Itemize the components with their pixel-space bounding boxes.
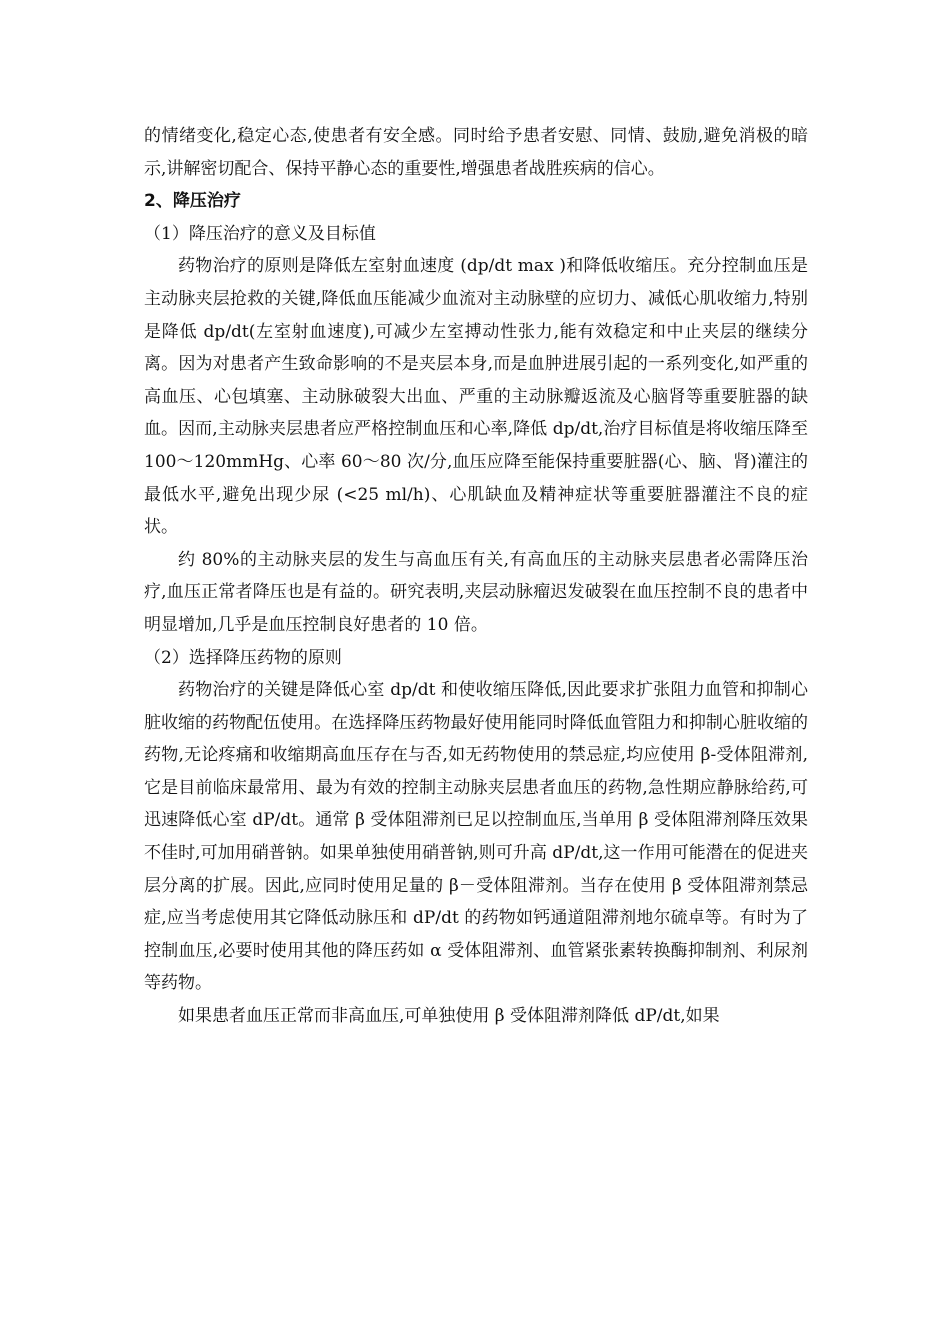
section-heading-antihypertensive: 2、降压治疗 (144, 191, 241, 212)
subsection-heading-1: （1）降压治疗的意义及目标值 (144, 223, 376, 244)
subsection-heading-2: （2）选择降压药物的原则 (144, 647, 342, 668)
paragraph-normal-bp: 如果患者血压正常而非高血压,可单独使用 β 受体阻滞剂降低 dP/dt,如果 (178, 1006, 720, 1027)
paragraph-drug-principle: 药物治疗的原则是降低左室射血速度 (dp/dt max )和降低收缩压。充分控制血压是主动脉夹层抢救的关键,降低血压能减少血流对主动脉壁的应切力、减低心肌收缩力,特别是降低 dp/dt(左室射血速度),可减少左室搏动性张力,能有效稳定和中止夹层的继续分离。因为对患者产生致命影响的不是夹层本身,而是血肿进展引起的一系列变化,如严重的高血压、心包填塞、主动脉破裂大出血、严重的主动脉瓣返流及心脑肾等重要脏器的缺血。因而,主动脉夹层患者应严格控制血压和心率,降低 dp/dt,治疗目标值是将收缩压降至 100～120mmHg、心率 60～80 次/分,血压应降至能保持重要脏器(心、脑、肾)灌注的最低水平,避免出现少尿 (<25 ml/h)、心肌缺血及精神症状等重要脏器灌注不良的症状。 (144, 256, 808, 538)
paragraph-hypertension-relation: 约 80%的主动脉夹层的发生与高血压有关,有高血压的主动脉夹层患者必需降压治疗,血压正常者降压也是有益的。研究表明,夹层动脉瘤迟发破裂在血压控制不良的患者中明显增加,几乎是血压控制良好患者的 10 倍。 (144, 549, 808, 635)
intro-paragraph: 的情绪变化,稳定心态,使患者有安全感。同时给予患者安慰、同情、鼓励,避免消极的暗示,讲解密切配合、保持平静心态的重要性,增强患者战胜疾病的信心。 (144, 126, 808, 179)
paragraph-drug-selection: 药物治疗的关键是降低心室 dp/dt 和使收缩压降低,因此要求扩张阻力血管和抑制心脏收缩的药物配伍使用。在选择降压药物最好使用能同时降低血管阻力和抑制心脏收缩的药物,无论疼痛和收缩期高血压存在与否,如无药物使用的禁忌症,均应使用 β-受体阻滞剂,它是目前临床最常用、最为有效的控制主动脉夹层患者血压的药物,急性期应静脉给药,可迅速降低心室 dP/dt。通常 β 受体阻滞剂已足以控制血压,当单用 β 受体阻滞剂降压效果不佳时,可加用硝普钠。如果单独使用硝普钠,则可升高 dP/dt,这一作用可能潜在的促进夹层分离的扩展。因此,应同时使用足量的 β－受体阻滞剂。当存在使用 β 受体阻滞剂禁忌症,应当考虑使用其它降低动脉压和 dP/dt 的药物如钙通道阻滞剂地尔硫卓等。有时为了控制血压,必要时使用其他的降压药如 α 受体阻滞剂、血管紧张素转换酶抑制剂、利尿剂等药物。 (144, 680, 808, 994)
document-page (144, 120, 808, 1033)
